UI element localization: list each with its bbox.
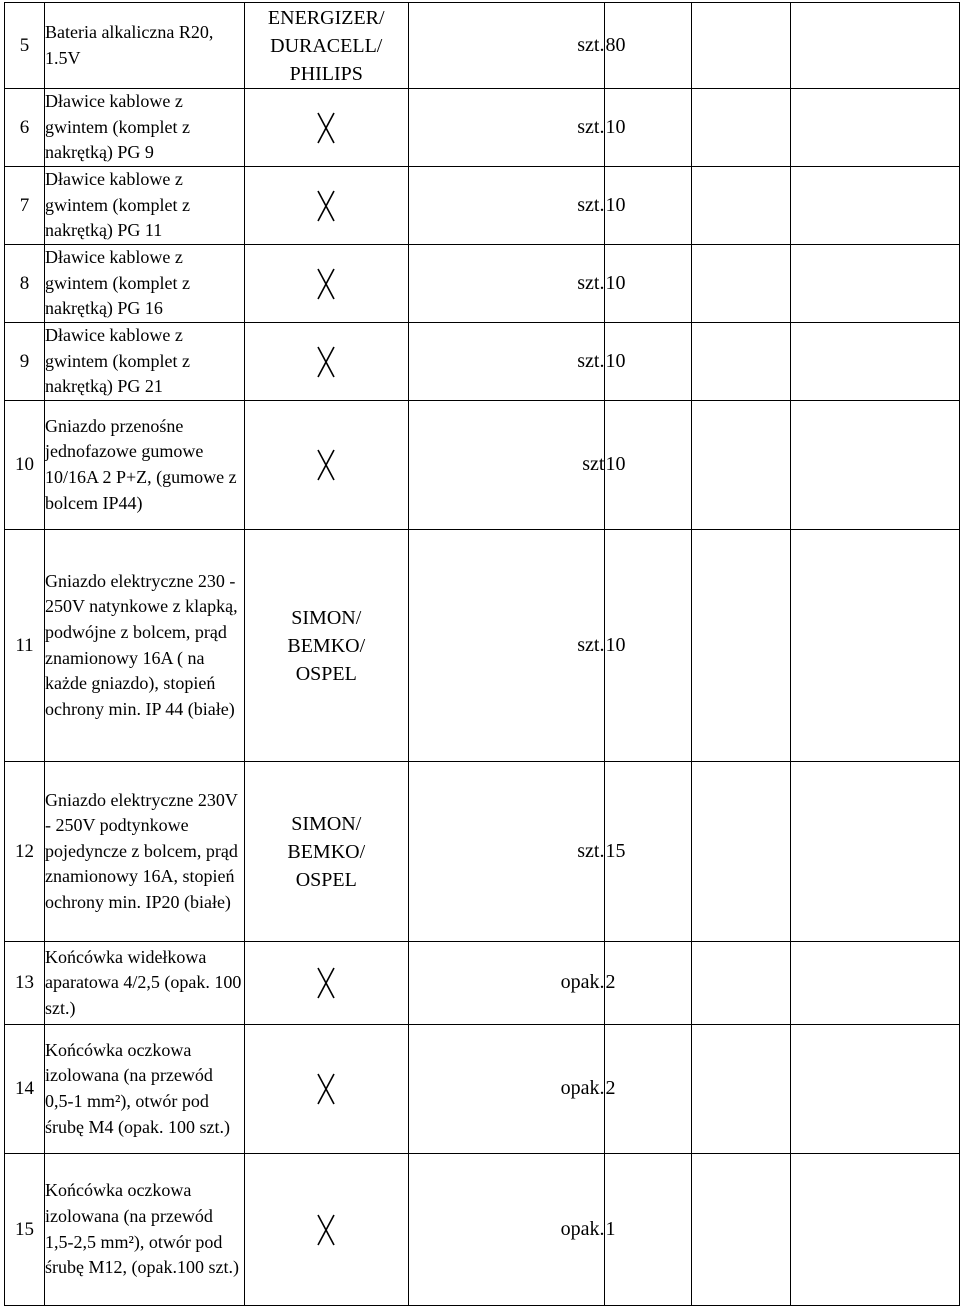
- empty-cell: [791, 323, 960, 401]
- unit-cell: szt.: [408, 245, 605, 323]
- item-description-text: Dławice kablowe z gwintem (komplet z nakrętką) PG 11: [44, 169, 190, 241]
- quantity-cell: 10: [605, 530, 692, 762]
- item-description: [44, 89, 244, 167]
- empty-cell: [791, 3, 960, 89]
- quantity-cell: 15: [605, 762, 692, 942]
- brand-text: ENERGIZER/ DURACELL/ PHILIPS: [267, 6, 385, 85]
- unit-cell: szt.: [408, 530, 605, 762]
- item-description-text: Bateria alkaliczna R20, 1.5V: [44, 21, 214, 68]
- brand-cell: [244, 89, 408, 167]
- item-description-text: Końcówka widełkowa aparatowa 4/2,5 (opak. 100 szt.): [44, 946, 242, 1018]
- empty-cell: [692, 89, 791, 167]
- table-row: [5, 3, 960, 89]
- empty-cell: [692, 530, 791, 762]
- item-description-text: Końcówka oczkowa izolowana (na przewód 0,5-1 mm²), otwór pod śrubę M4 (opak. 100 szt.): [44, 1039, 230, 1137]
- cross-mark-glyph: [315, 1072, 337, 1106]
- table-row: [5, 1154, 960, 1306]
- table-row: [5, 530, 960, 762]
- empty-cell: [692, 942, 791, 1025]
- cross-mark-icon: [315, 1072, 337, 1106]
- brand-cell: [244, 401, 408, 530]
- item-description: [44, 401, 244, 530]
- item-description: [44, 942, 244, 1025]
- empty-cell: [791, 1025, 960, 1154]
- cross-mark-icon: [315, 111, 337, 145]
- empty-cell: [791, 245, 960, 323]
- item-description-text: Końcówka oczkowa izolowana (na przewód 1,5-2,5 mm²), otwór pod śrubę M12, (opak.100 szt.): [44, 1180, 239, 1278]
- cross-mark-glyph: [315, 189, 337, 223]
- unit-cell: szt.: [408, 89, 605, 167]
- unit-cell: szt.: [408, 167, 605, 245]
- empty-cell: [791, 167, 960, 245]
- quantity-cell: 10: [605, 323, 692, 401]
- empty-cell: [692, 3, 791, 89]
- unit-cell: szt.: [408, 762, 605, 942]
- item-description: [44, 323, 244, 401]
- cross-mark-glyph: [315, 345, 337, 379]
- quantity-cell: 2: [605, 942, 692, 1025]
- empty-cell: [692, 401, 791, 530]
- row-number: 7: [5, 167, 45, 245]
- row-number: 13: [5, 942, 45, 1025]
- cross-mark-icon: [315, 1213, 337, 1247]
- item-description-text: Gniazdo elektryczne 230V - 250V podtynkowe pojedyncze z bolcem, prąd znamionowy 16A, stopień ochrony min. IP20 (białe): [44, 789, 238, 912]
- empty-cell: [791, 530, 960, 762]
- empty-cell: [791, 762, 960, 942]
- cross-mark-glyph: [315, 966, 337, 1000]
- brand-cell: [244, 167, 408, 245]
- item-description: [44, 167, 244, 245]
- quantity-cell: 10: [605, 401, 692, 530]
- empty-cell: [692, 1025, 791, 1154]
- item-description: [44, 1154, 244, 1306]
- empty-cell: [692, 245, 791, 323]
- unit-cell: opak.: [408, 1025, 605, 1154]
- item-description: [44, 1025, 244, 1154]
- item-description-text: Gniazdo elektryczne 230 - 250V natynkowe z klapką, podwójne z bolcem, prąd znamionowy 16A ( na każde gniazdo), stopień ochrony min. IP 44 (białe): [44, 570, 238, 719]
- brand-cell: [244, 3, 408, 89]
- item-description-text: Gniazdo przenośne jednofazowe gumowe 10/16A 2 P+Z, (gumowe z bolcem IP44): [44, 415, 237, 513]
- item-description: [44, 3, 244, 89]
- item-description: [44, 762, 244, 942]
- item-description: [44, 245, 244, 323]
- unit-cell: szt.: [408, 323, 605, 401]
- cross-mark-icon: [315, 448, 337, 482]
- unit-cell: szt: [408, 401, 605, 530]
- unit-cell: opak.: [408, 1154, 605, 1306]
- quantity-cell: 2: [605, 1025, 692, 1154]
- row-number: 8: [5, 245, 45, 323]
- brand-cell: [244, 942, 408, 1025]
- empty-cell: [791, 401, 960, 530]
- item-description-text: Dławice kablowe z gwintem (komplet z nakrętką) PG 21: [44, 325, 190, 397]
- brand-cell: [244, 1154, 408, 1306]
- table-row: [5, 89, 960, 167]
- row-number: 12: [5, 762, 45, 942]
- item-description-text: Dławice kablowe z gwintem (komplet z nakrętką) PG 9: [44, 91, 190, 163]
- cross-mark-icon: [315, 267, 337, 301]
- cross-mark-glyph: [315, 111, 337, 145]
- cross-mark-glyph: [315, 448, 337, 482]
- quantity-cell: 10: [605, 89, 692, 167]
- brand-text: SIMON/ BEMKO/ OSPEL: [287, 812, 366, 891]
- row-number: 6: [5, 89, 45, 167]
- empty-cell: [692, 1154, 791, 1306]
- row-number: 15: [5, 1154, 45, 1306]
- items-table: [4, 2, 960, 1306]
- row-number: 11: [5, 530, 45, 762]
- cross-mark-glyph: [315, 1213, 337, 1247]
- table-row: [5, 401, 960, 530]
- brand-cell: [244, 1025, 408, 1154]
- cross-mark-icon: [315, 189, 337, 223]
- table-row: [5, 245, 960, 323]
- table-row: [5, 167, 960, 245]
- table-row: [5, 942, 960, 1025]
- empty-cell: [791, 1154, 960, 1306]
- brand-text: SIMON/ BEMKO/ OSPEL: [287, 606, 366, 685]
- row-number: 9: [5, 323, 45, 401]
- unit-cell: szt.: [408, 3, 605, 89]
- cross-mark-glyph: [315, 267, 337, 301]
- empty-cell: [791, 89, 960, 167]
- quantity-cell: 10: [605, 245, 692, 323]
- table-row: [5, 1025, 960, 1154]
- empty-cell: [692, 167, 791, 245]
- cross-mark-icon: [315, 345, 337, 379]
- brand-cell: [244, 245, 408, 323]
- quantity-cell: 80: [605, 3, 692, 89]
- item-description: [44, 530, 244, 762]
- quantity-cell: 10: [605, 167, 692, 245]
- brand-cell: [244, 323, 408, 401]
- brand-cell: [244, 530, 408, 762]
- item-description-text: Dławice kablowe z gwintem (komplet z nakrętką) PG 16: [44, 247, 190, 319]
- unit-cell: opak.: [408, 942, 605, 1025]
- table-row: [5, 762, 960, 942]
- row-number: 14: [5, 1025, 45, 1154]
- empty-cell: [692, 762, 791, 942]
- empty-cell: [692, 323, 791, 401]
- quantity-cell: 1: [605, 1154, 692, 1306]
- table-row: [5, 323, 960, 401]
- cross-mark-icon: [315, 966, 337, 1000]
- row-number: 5: [5, 3, 45, 89]
- table-body: [5, 3, 960, 1306]
- row-number: 10: [5, 401, 45, 530]
- brand-cell: [244, 762, 408, 942]
- empty-cell: [791, 942, 960, 1025]
